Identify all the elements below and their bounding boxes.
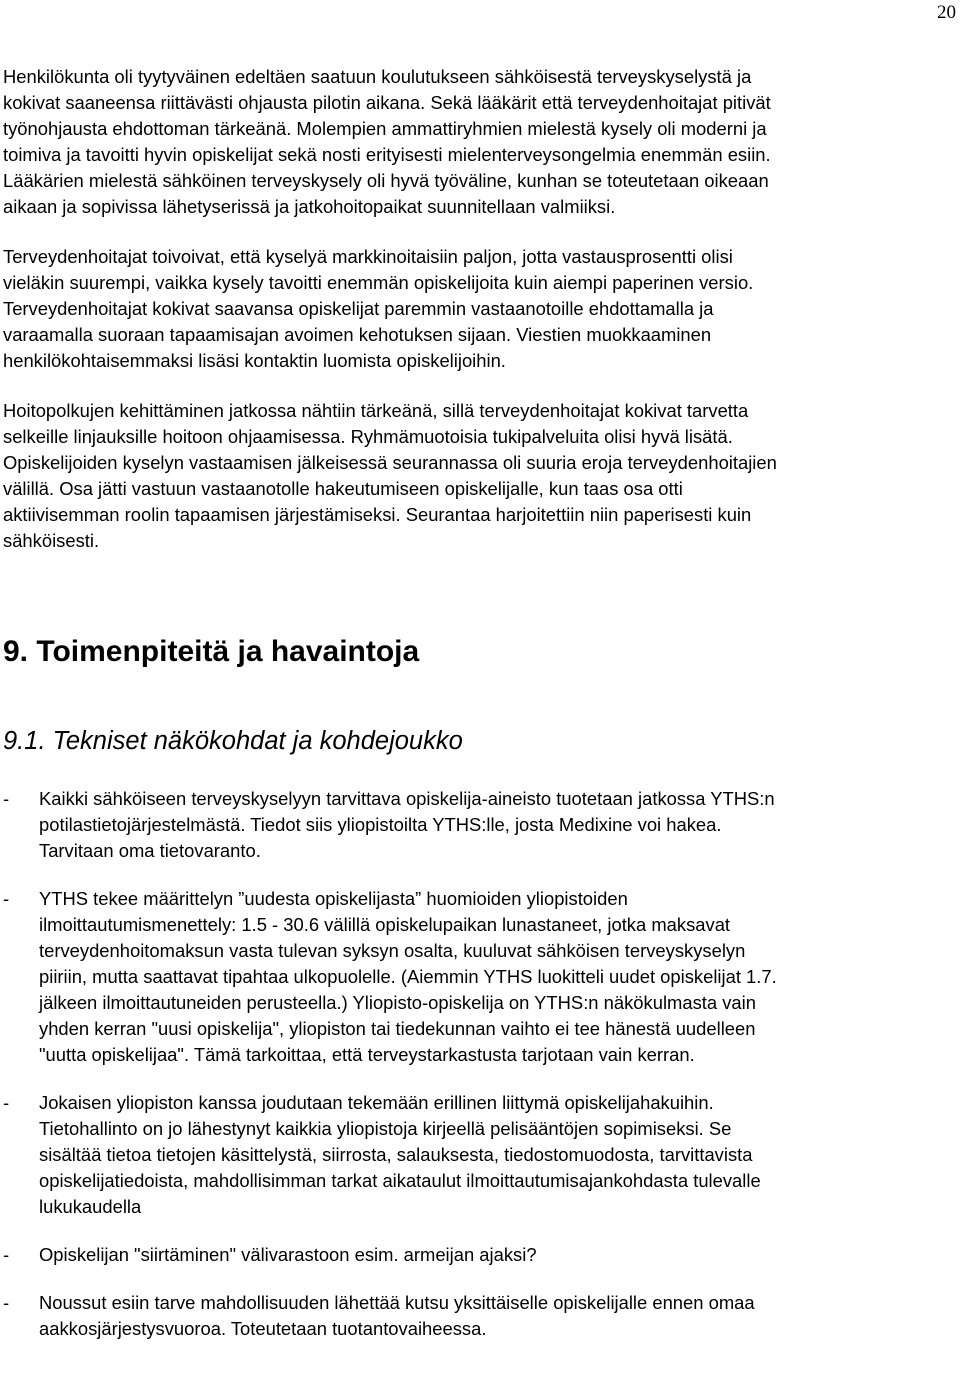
text-line: Jokaisen yliopiston kanssa joudutaan tekemään erillinen liittymä opiskelijahakuihin. (39, 1092, 714, 1113)
text-line: selkeille linjauksille hoitoon ohjaamisessa. Ryhmämuotoisia tukipalveluita olisi hyvä lisätä. (3, 426, 733, 447)
bullet-list (3, 786, 948, 1342)
text-line: Opiskelijan "siirtäminen" välivarastoon esim. armeijan ajaksi? (39, 1244, 537, 1265)
text-line: Hoitopolkujen kehittäminen jatkossa nähtiin tärkeänä, sillä terveydenhoitajat kokivat tarvetta (3, 400, 749, 421)
text-line: aikaan ja sopivissa lähetyserissä ja jatkohoitopaikat suunnitellaan valmiiksi. (3, 196, 616, 217)
paragraph-nurses (3, 244, 948, 374)
list-item (3, 1290, 948, 1342)
dash-bullet: - (3, 1244, 10, 1265)
text-line: terveydenhoitomaksun vasta tulevan syksyn osalta, kuuluvat sähköisen terveyskyselyn (39, 940, 746, 961)
text-line: piiriin, mutta saattavat tipahtaa ulkopuolelle. (Aiemmin YTHS luokitteli uudet opiskelijat 1.7. (39, 966, 777, 987)
text-line: ilmoittautumismenettely: 1.5 - 30.6 välillä opiskelupaikan lunastaneet, jotka maksavat (39, 914, 731, 935)
text-line: Tietohallinto on jo lähestynyt kaikkia yliopistoja kirjeellä pelisääntöjen sopimiseksi. Se (39, 1118, 732, 1139)
text-line: työnohjausta ehdottoman tärkeänä. Molempien ammattiryhmien mielestä kysely oli moderni ja (3, 118, 767, 139)
text-line: kokivat saaneensa riittävästi ohjausta pilotin aikana. Sekä lääkärit että terveydenhoitajat pitivät (3, 92, 771, 113)
text-line: yhden kerran "uusi opiskelija", yliopiston tai tiedekunnan vaihto ei tee hänestä uudelleen (39, 1018, 756, 1039)
text-line: jälkeen ilmoittautuneiden perusteella.) Yliopisto-opiskelija on YTHS:n näkökulmasta vain (39, 992, 756, 1013)
text-line: Noussut esiin tarve mahdollisuuden lähettää kutsu yksittäiselle opiskelijalle ennen omaa (39, 1292, 755, 1313)
text-line: toimiva ja tavoitti hyvin opiskelijat sekä nosti erityisesti mielenterveysongelmia enemmän esiin. (3, 144, 771, 165)
text-line: Terveydenhoitajat toivoivat, että kyselyä markkinoitaisiin paljon, jotta vastausprosentti olisi (3, 246, 733, 267)
text-line: Lääkärien mielestä sähköinen terveyskysely oli hyvä työväline, kunhan se toteutetaan oikeaan (3, 170, 769, 191)
dash-bullet: - (3, 1292, 10, 1313)
list-item (3, 1242, 948, 1268)
document-body (3, 64, 948, 1364)
text-line: Henkilökunta oli tyytyväinen edeltäen saatuun koulutukseen sähköisestä terveyskyselystä ja (3, 66, 752, 87)
text-line: Kaikki sähköiseen terveyskyselyyn tarvittava opiskelija-aineisto tuotetaan jatkossa YTHS:n (39, 788, 775, 809)
text-line: vieläkin suurempi, vaikka kysely tavoitti enemmän opiskelijoita kuin aiempi paperinen versio. (3, 272, 754, 293)
text-line: "uutta opiskelijaa". Tämä tarkoittaa, että terveystarkastusta tarjotaan vain kerran. (39, 1044, 695, 1065)
text-line: sisältää tietoa tietojen käsittelystä, siirrosta, salauksesta, tiedostomuodosta, tarvittavista (39, 1144, 753, 1165)
text-line: Opiskelijoiden kyselyn vastaamisen jälkeisessä seurannassa oli suuria eroja terveydenhoitajien (3, 452, 777, 473)
text-line: opiskelijatiedoista, mahdollisimman tarkat aikataulut ilmoittautumisajankohdasta tulevalle (39, 1170, 761, 1191)
paragraph-staff-feedback (3, 64, 948, 220)
subsection-heading: 9.1. Tekniset näkökohdat ja kohdejoukko (3, 727, 463, 755)
page-number: 20 (937, 2, 956, 23)
section-heading: 9. Toimenpiteitä ja havaintoja (3, 635, 420, 668)
text-line: aktiivisemman roolin tapaamisen järjestämiseksi. Seurantaa harjoitettiin niin paperisesti kuin (3, 504, 752, 525)
list-item (3, 1090, 948, 1220)
text-line: varaamalla suoraan tapaamisajan avoimen kehotuksen sijaan. Viestien muokkaaminen (3, 324, 712, 345)
text-line: potilastietojärjestelmästä. Tiedot siis yliopistoilta YTHS:lle, josta Medixine voi hakea. (39, 814, 722, 835)
text-line: sähköisesti. (3, 530, 100, 551)
dash-bullet: - (3, 1092, 10, 1113)
text-line: lukukaudella (39, 1196, 142, 1217)
paragraph-care-paths (3, 398, 948, 554)
dash-bullet: - (3, 888, 10, 909)
list-item (3, 786, 948, 864)
text-line: välillä. Osa jätti vastuun vastaanotolle hakeutumiseen opiskelijalle, kun taas osa otti (3, 478, 683, 499)
text-line: aakkosjärjestysvuoroa. Toteutetaan tuotantovaiheessa. (39, 1318, 487, 1339)
text-line: Terveydenhoitajat kokivat saavansa opiskelijat paremmin vastaanotoille ehdottamalla ja (3, 298, 714, 319)
list-item (3, 886, 948, 1068)
text-line: henkilökohtaisemmaksi lisäsi kontaktin luomista opiskelijoihin. (3, 350, 506, 371)
text-line: Tarvitaan oma tietovaranto. (39, 840, 261, 861)
text-line: YTHS tekee määrittelyn ”uudesta opiskelijasta” huomioiden yliopistoiden (39, 888, 628, 909)
dash-bullet: - (3, 788, 10, 809)
